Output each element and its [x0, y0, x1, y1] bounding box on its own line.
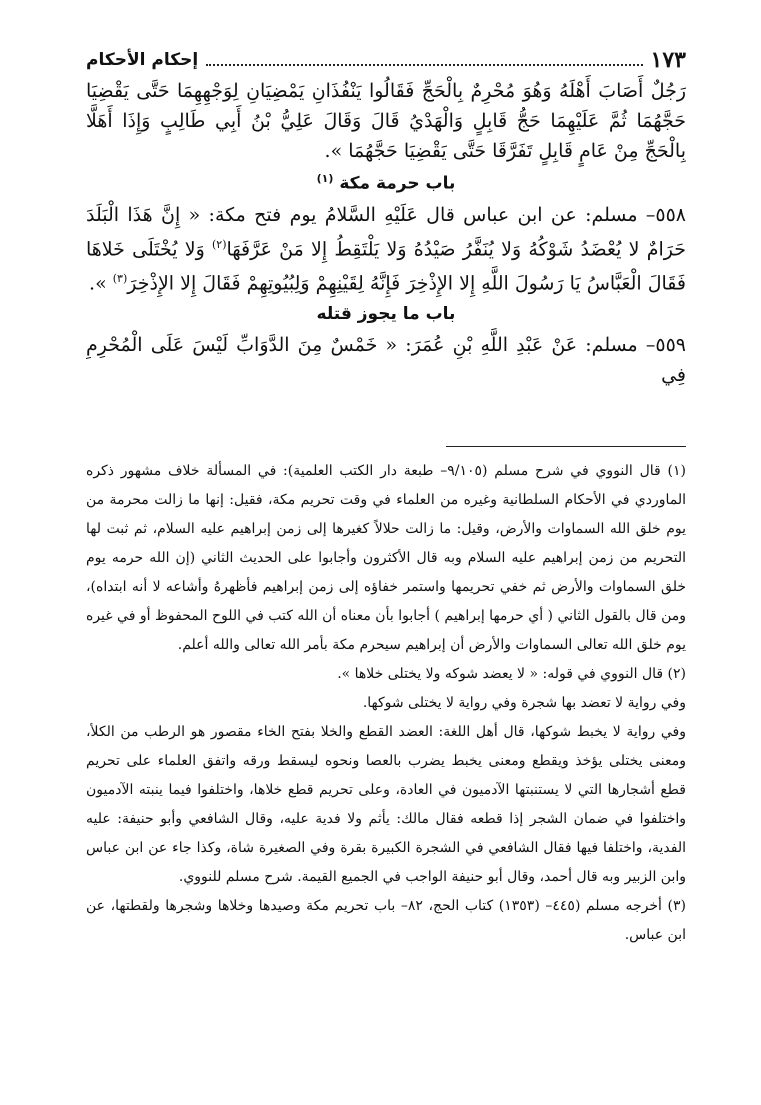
- footnote-divider: [446, 446, 686, 447]
- chapter-heading-text: باب حرمة مكة: [339, 173, 456, 194]
- page-number: ١٧٣: [650, 47, 686, 73]
- hadith-558-text-a: ٥٥٨– مسلم: عن ابن عباس قال عَلَيْهِ السَّلامُ يوم فتح مكة: « إِنَّ هَذَا الْبَلَدَ حَرَامٌ لا يُعْضَدُ شَوْكُهُ وَلا يُنَفَّرُ صَيْدُهُ وَلا يَلْتَقِطُ إِلا مَنْ عَرَّفَهَا: [86, 203, 686, 260]
- footnote-ref-1: (١): [316, 172, 334, 185]
- hadith-558: [86, 200, 686, 299]
- footnotes: [86, 457, 686, 950]
- footnote-2: (٢) قال النووي في قوله: « لا يعضد شوكه ولا يختلى خلاها ».: [337, 666, 686, 683]
- book-title: إحكام الأحكام: [86, 50, 199, 70]
- footnote-2-line: وفي رواية لا تعضد بها شجرة وفي رواية لا يختلى شوكها.: [362, 695, 686, 712]
- hadith-559: ٥٥٩– مسلم: عَنْ عَبْدِ اللَّهِ بْنِ عُمَرَ: « خَمْسٌ مِنَ الدَّوَابِّ لَيْسَ عَلَى الْمُحْرِمِ فِي: [86, 334, 686, 387]
- footnote-3: (٣) أخرجه مسلم (٤٤٥– (١٣٥٣) كتاب الحج، ٨٢– باب تحريم مكة وصيدها وخلاها وشجرها ولقطتها، عن ابن عباس.: [86, 898, 686, 944]
- main-text: [86, 76, 686, 390]
- footnote-ref-3: (٣): [112, 271, 128, 285]
- hadith-continuation: رَجُلٌ أَصَابَ أَهْلَهُ وَهُوَ مُحْرِمٌ بِالْحَجِّ فَقَالُوا يَنْفُذَانِ يَمْضِيَانِ لِوَجْهِهِمَا حَتَّى يَقْضِيَا حَجَّهُمَا ثُمَّ عَلَيْهِمَا حَجُّ قَابِلٍ وَالْهَدْيُ قَالَ وَقَالَ عَلِيُّ بْنُ أَبِي طَالِبٍ وَإِذَا أَهَلَّا بِالْحَجِّ مِنْ عَامٍ قَابِلٍ تَفَرَّقَا حَتَّى يَقْضِيَا حَجَّهُمَا ».: [86, 80, 686, 162]
- footnote-ref-2: (٢): [211, 237, 227, 251]
- chapter-heading-text: باب ما يجوز قتله: [316, 304, 456, 325]
- footnote-1: (١) قال النووي في شرح مسلم (٩/١٠٥– طبعة دار الكتب العلمية): في المسألة خلاف مشهور ذكره الماوردي في الأحكام السلطانية وغيره من العلماء في وقت تحريم مكة، فقيل: إنها ما زالت محرمة من يوم خلق الله السماوات والأرض، وقيل: ما زالت حلالاً كغيرها إلى زمن إبراهيم عليه السلام، ثم ثبت لها التحريم من زمن إبراهيم عليه السلام وبه قال الأكثرون وأجابوا على الحديث الثاني (إن الله حرمه يوم خلق السماوات والأرض ثم خفي تحريمها واستمر خفاؤه إلى زمن إبراهيم فأظهرهُ وأشاعه لا أنه ابتداه)، ومن قال بالقول الثاني ( أي حرمها إبراهيم ) أجابوا بأن معناه أن الله كتب في اللوح المحفوظ أو في غيره يوم خلق الله تعالى السماوات والأرض أن إبراهيم سيحرم مكة بأمر الله تعالى والله أعلم.: [86, 463, 686, 654]
- chapter-heading-makkah: [86, 172, 686, 194]
- hadith-558-text-c: ».: [89, 272, 113, 295]
- book-page: [86, 44, 686, 1074]
- header-leader-dots: [206, 63, 642, 66]
- hadith-558-text-b: وَلا يُخْتَلَى خَلاهَا فَقَالَ الْعَبَّاسُ يَا رَسُولَ اللَّهِ إِلا الإِذْخِرَ فَإِنَّهُ لِقَيْنِهِمْ وَلِبُيُوتِهِمْ فَقَالَ إِلا الإِذْخِرَ: [86, 237, 686, 295]
- page-header: [86, 44, 686, 76]
- footnote-2-body: وفي رواية لا يخبط شوكها، قال أهل اللغة: العضد القطع والخلا بفتح الخاء مقصور هو الرطب من الكلأ، ومعنى يختلى يؤخذ ويقطع ومعنى يخبط يضرب بالعصا ونحوه ليسقط ورقه واتفق العلماء على تحريم قطع أشجارها التي لا يستنبتها الآدميون في العادة، وعلى تحريم قطع خلاها، واختلفوا فيما ينبته الآدميون واختلفوا في ضمان الشجر إذا قطعه فقال مالك: يأثم ولا فدية عليه، وقال الشافعي وأبو حنيفة: عليه الفدية، واختلفا فيها فقال الشافعي في الشجرة الكبيرة بقرة وفي الصغيرة شاة، وكذا جاء عن ابن عباس وابن الزبير وبه قال أحمد، وقال أبو حنيفة الواجب في الجميع القيمة. شرح مسلم للنووي.: [86, 724, 686, 886]
- chapter-heading-killing: [86, 304, 686, 324]
